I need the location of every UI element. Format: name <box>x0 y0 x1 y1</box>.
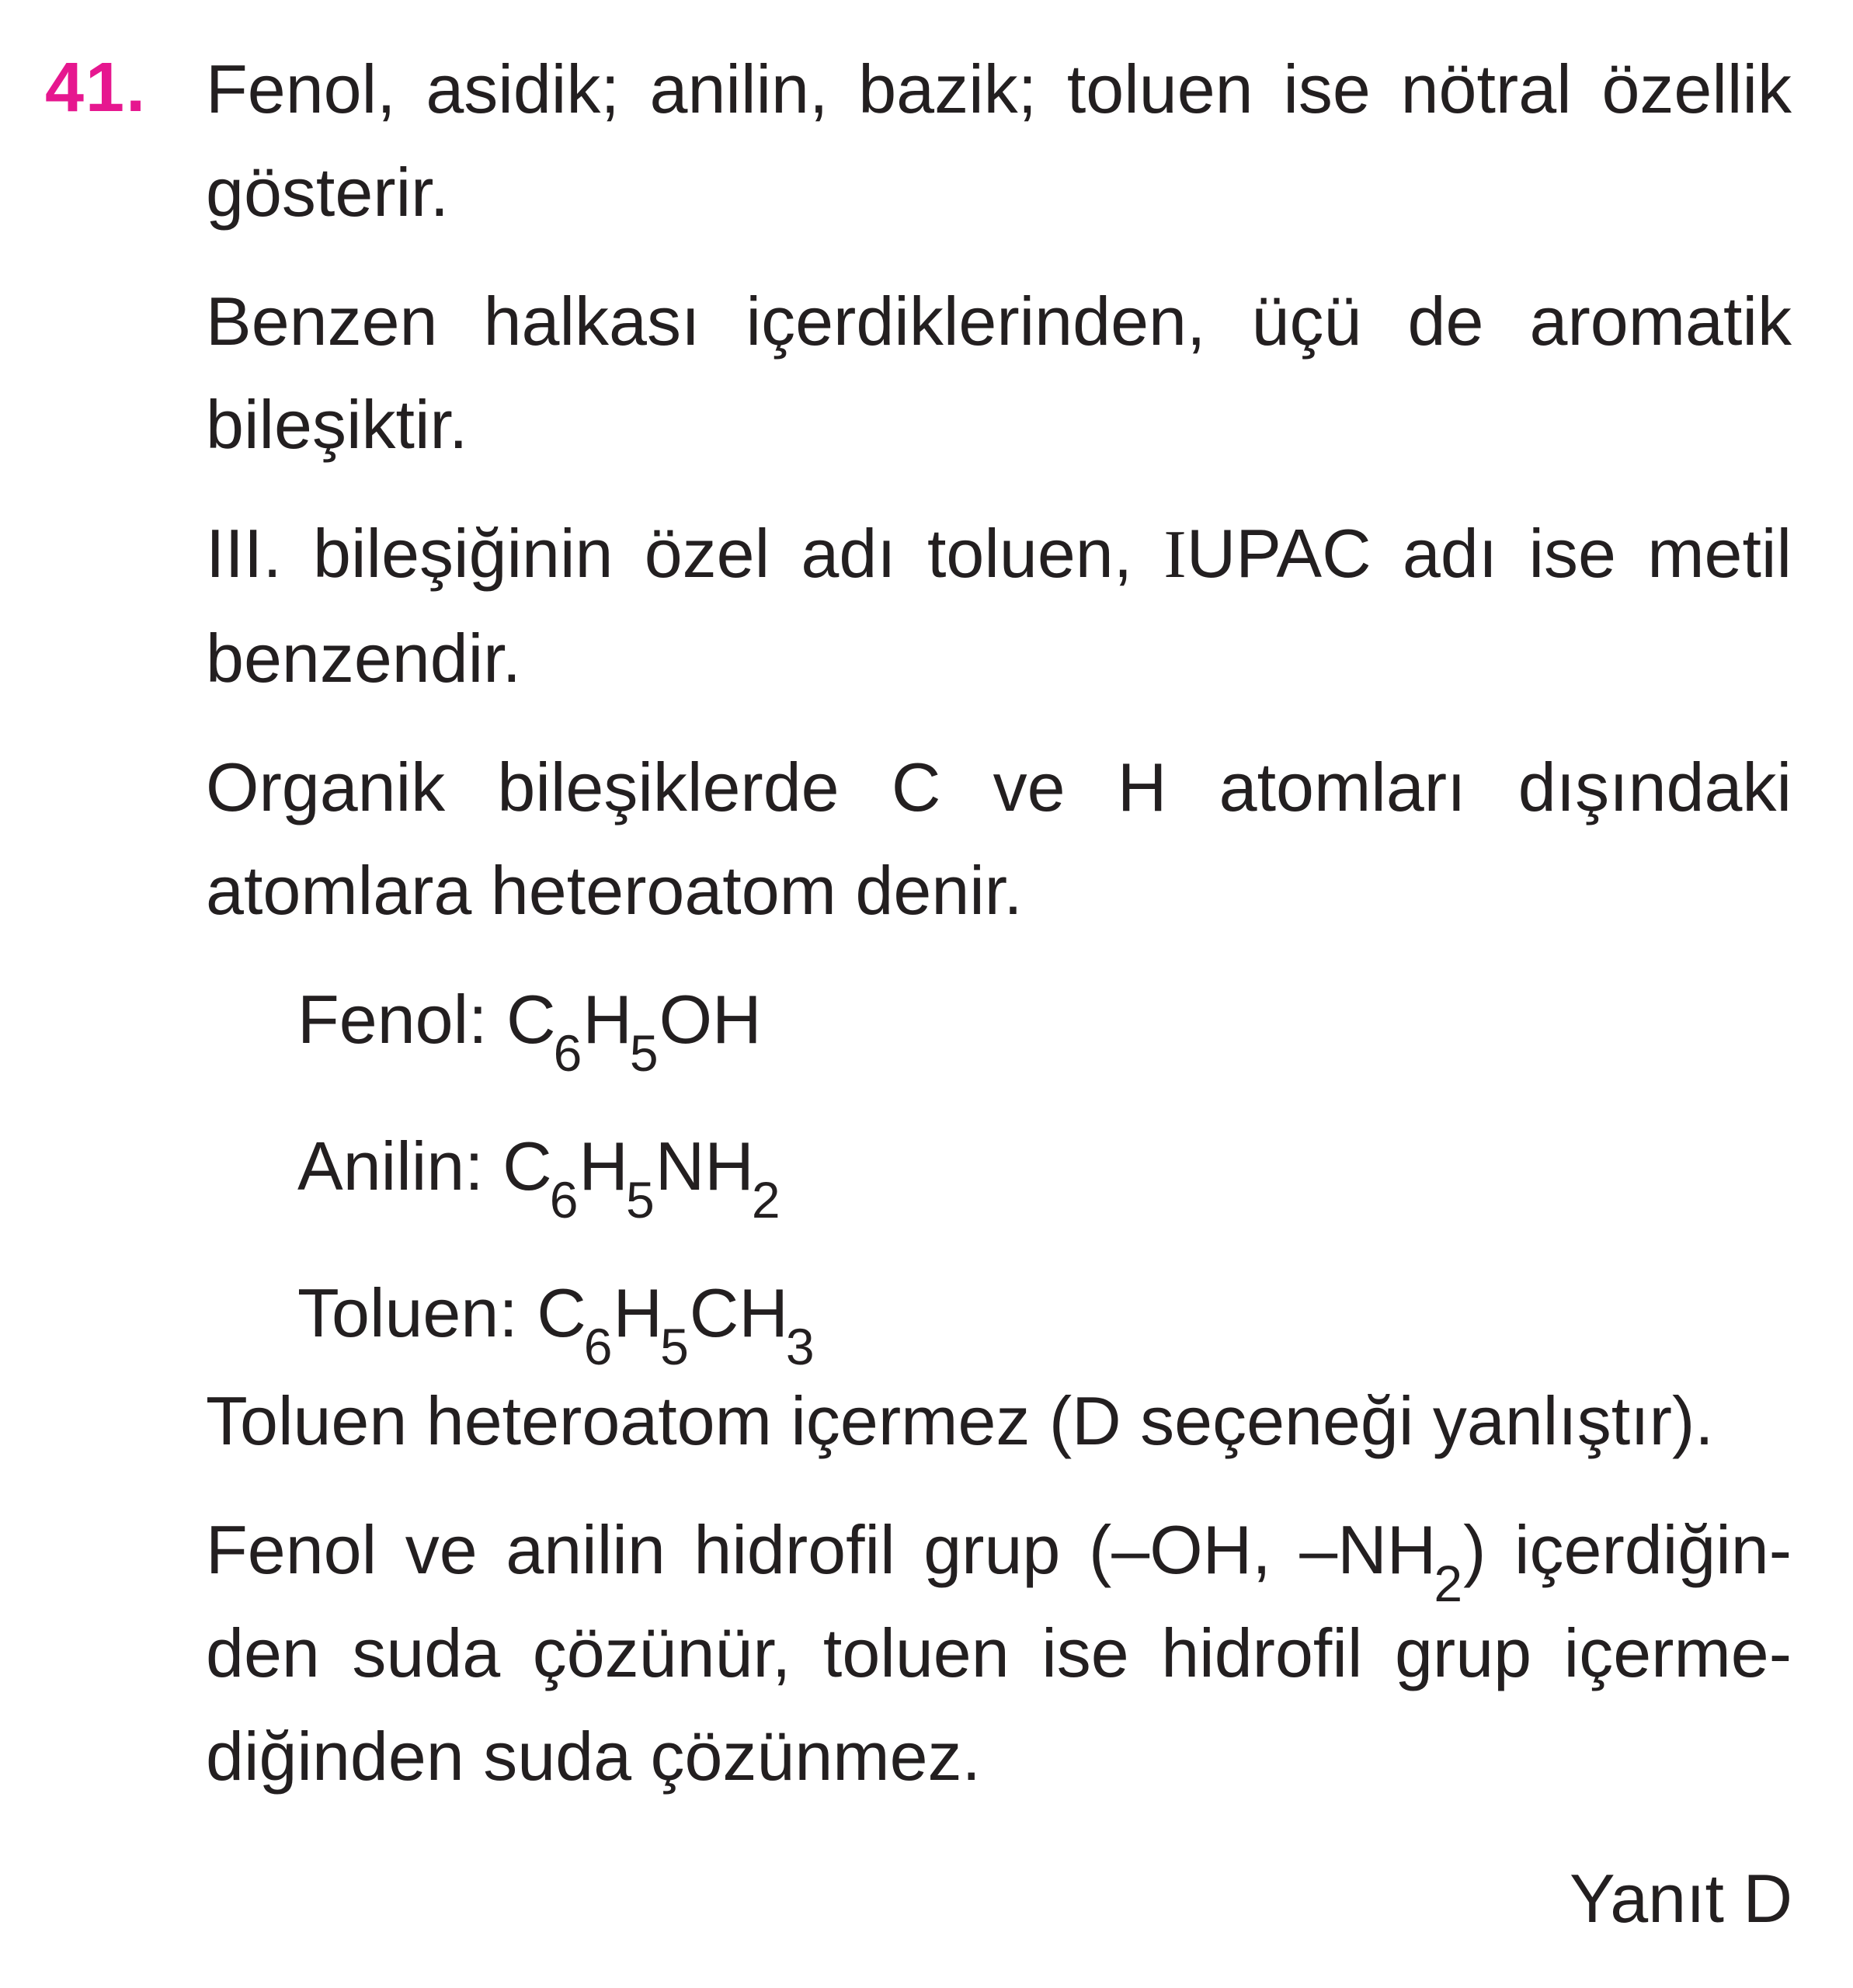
formula-label: Fenol: <box>297 981 488 1058</box>
solubility-text-prefix: Fenol ve anilin hidrofil grup (–OH, –NH <box>206 1511 1437 1588</box>
solubility-text-suffix: ) içerdiğin-den suda çözünür, toluen ise hidrofil grup içerme-diğinden suda çözünmez. <box>206 1511 1792 1795</box>
formula-group: CH <box>689 1274 788 1351</box>
paragraph-iupac <box>206 502 1792 710</box>
question-number: 41. <box>45 49 148 127</box>
formula-group: OH <box>659 981 762 1058</box>
formula-element: C <box>537 1274 586 1351</box>
paragraph-heteroatom: Organik bileşiklerde C ve H atomları dışındaki atomlara heteroatom denir. <box>206 749 1792 929</box>
formula-group: NH <box>655 1128 754 1204</box>
formula-anilin <box>297 1114 1792 1229</box>
formula-element: C <box>502 1128 552 1204</box>
formula-element: H <box>582 981 632 1058</box>
paragraph-acidity: Fenol, asidik; anilin, bazik; toluen ise nötral özellik gösterir. <box>206 50 1792 231</box>
iupac-text-prefix: III. bileşiğinin özel adı toluen, <box>206 515 1164 592</box>
formula-element: H <box>579 1128 628 1204</box>
paragraph-aromatic: Benzen halkası içerdiklerinden, üçü de aromatik bileşiktir. <box>206 283 1792 463</box>
paragraph-solubility <box>206 1498 1792 1808</box>
formula-label: Anilin: <box>297 1128 484 1204</box>
solution-body <box>206 37 1792 1808</box>
formula-element: H <box>613 1274 663 1351</box>
formula-subscript: 6 <box>549 1171 579 1229</box>
formula-subscript: 2 <box>1434 1555 1463 1612</box>
formula-subscript: 5 <box>629 1024 659 1082</box>
formula-label: Toluen: <box>297 1274 518 1351</box>
formula-subscript: 2 <box>751 1171 780 1229</box>
answer-label: Yanıt D <box>1570 1860 1792 1937</box>
formula-toluen <box>297 1261 1792 1375</box>
formula-subscript: 5 <box>625 1171 655 1229</box>
iupac-text-suffix: UPAC adı ise metil benzendir. <box>206 515 1792 697</box>
formula-subscript: 5 <box>660 1318 689 1375</box>
paragraph-toluen-heteroatom: Toluen heteroatom içermez (D seçeneği yanlıştır). <box>206 1382 1714 1459</box>
iupac-initial-letter: I <box>1163 517 1187 593</box>
formula-fenol <box>297 968 1792 1082</box>
formula-subscript: 3 <box>785 1318 815 1375</box>
formula-subscript: 6 <box>583 1318 613 1375</box>
formula-subscript: 6 <box>553 1024 582 1082</box>
formula-element: C <box>506 981 556 1058</box>
